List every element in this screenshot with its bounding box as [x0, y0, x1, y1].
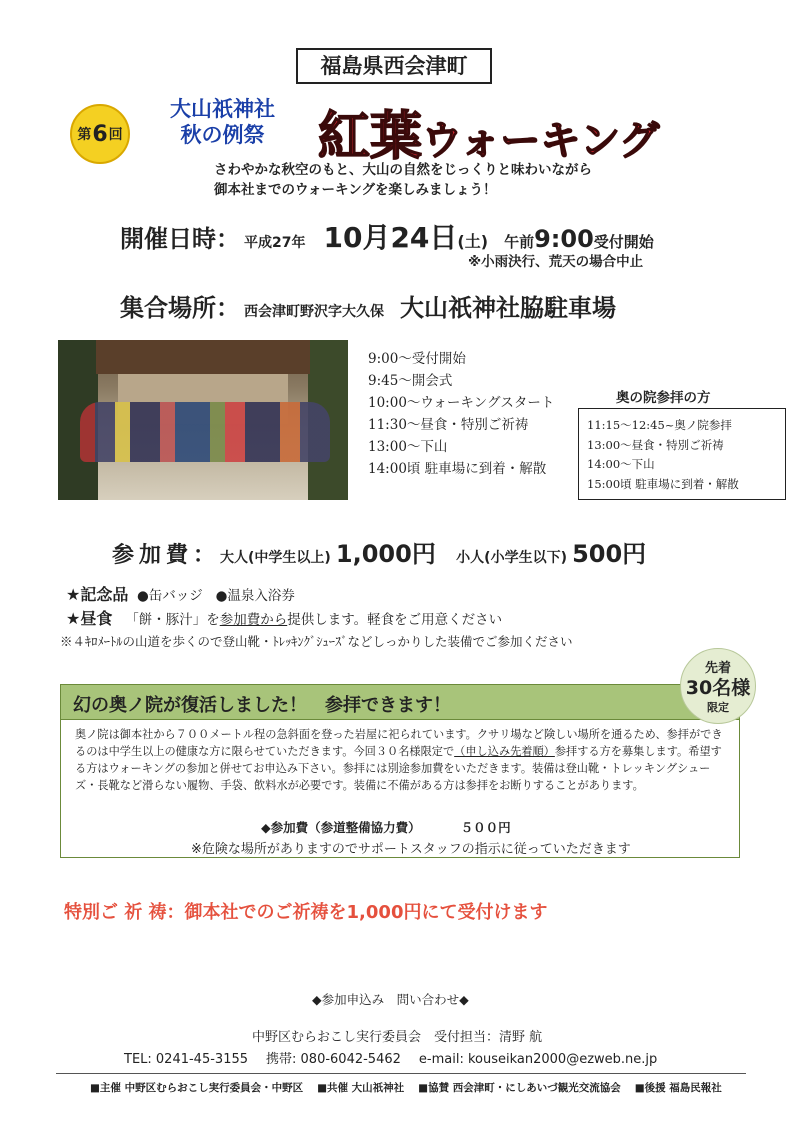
reception-label: 受付開始 — [593, 233, 654, 251]
schedule-item: 14:00頃 駐車場に到着・解散 — [368, 461, 547, 477]
round-suffix: 回 — [108, 127, 123, 143]
footer-backing: ■後援 福島民報社 — [634, 1082, 722, 1094]
start-time: 9:00 — [534, 225, 594, 253]
okunoin-fee-value: ５００円 — [460, 820, 511, 835]
group-photo — [58, 340, 348, 500]
notice-body-part-1: 奥ノ院は御本社から７００メートル程の急斜面を登った岩屋に祀られています。クサリ場など険しい場所を通るため、参拝ができるのは中学生以上の健康な方に限らせていただきます。今回３０名様限定で — [75, 728, 723, 758]
footer-support: ■協賛 西会津町・にしあいづ観光交流協会 — [418, 1082, 621, 1094]
place-label: 集合場所： — [120, 294, 240, 322]
footer-organizer: ■主催 中野区むらおこし実行委員会・中野区 — [90, 1082, 304, 1094]
okunoin-notice-body — [75, 726, 731, 794]
contact-details — [124, 1048, 675, 1067]
lunch-text-before: 「餅・豚汁」を — [125, 612, 220, 628]
contact-heading: ◆参加申込み 問い合わせ◆ — [312, 992, 469, 1007]
lunch-text-underlined: 参加費から — [219, 612, 288, 628]
date-label: 開催日時： — [120, 225, 240, 253]
schedule-item: 13:00～下山 — [368, 439, 448, 455]
am-label: 午前 — [504, 233, 535, 251]
round-number: 6 — [92, 121, 108, 147]
round-prefix: 第 — [77, 127, 92, 143]
footer-cosponsor: ■共催 大山祇神社 — [317, 1082, 405, 1094]
limit-badge-line-3: 限定 — [707, 701, 729, 714]
place-address: 西会津町野沢字大久保 — [244, 304, 384, 320]
adult-amount: 1,000円 — [335, 540, 436, 568]
main-title-kana: ウォーキング — [422, 118, 660, 164]
lunch-label: ★昼食 — [66, 609, 113, 628]
photo-shrine-roof — [96, 340, 310, 374]
gift-item: ●缶バッジ — [136, 588, 203, 604]
lunch-row — [66, 606, 502, 629]
schedule-item: 10:00～ウォーキングスタート — [368, 395, 555, 411]
organization-line: 中野区むらおこし実行委員会 受付担当：清野 航 — [252, 1030, 543, 1045]
main-title-kanji: 紅葉 — [318, 107, 423, 167]
email-address: e-mail: kouseikan2000@ezweb.ne.jp — [418, 1052, 658, 1067]
schedule-item: 9:00～受付開始 — [368, 351, 466, 367]
main-title — [318, 94, 659, 169]
okunoin-item: 11:15～12:45~奥ノ院参拝 — [587, 418, 732, 432]
limit-badge-line-1: 先着 — [704, 661, 731, 676]
event-weekday: (土) — [457, 232, 489, 251]
place-name: 大山祇神社脇駐車場 — [400, 294, 616, 322]
notice-body-part-2: 参拝する方を募集します。希望する方はウォーキングの参加と併せてお申込み下さい。参拝には別途参加費をいただきます。装備は登山靴・トレッキングシューズ・長靴など滑らない履物、手袋、飲料水が必要です。装備に不備がある方は参拝をお断りすることがあります。 — [75, 745, 722, 792]
round-badge — [70, 104, 130, 164]
okunoin-heading: 奥の院参拝の方 — [616, 390, 711, 406]
mobile-number: 携帯: 080-6042-5462 — [266, 1052, 401, 1067]
okunoin-item: 15:00頃 駐車場に到着・解散 — [587, 476, 739, 491]
limit-badge-line-2: 30名様 — [685, 677, 751, 699]
schedule-item: 9:45～開会式 — [368, 373, 453, 389]
shrine-name: 大山祇神社 — [170, 97, 275, 121]
shrine-festival-title — [170, 96, 275, 148]
special-prayer-line: 特別ご 祈 祷：御本社でのご祈祷を1,000円にて受付けます — [64, 902, 548, 923]
town-name-box: 福島県西会津町 — [296, 48, 492, 84]
schedule-list — [368, 348, 554, 480]
child-label: 小人(小学生以下) — [456, 550, 567, 566]
okunoin-item: 13:00～昼食・特別ご祈祷 — [587, 437, 724, 452]
okunoin-notice-box — [60, 720, 740, 858]
era-year: 平成27年 — [244, 235, 306, 251]
notice-body-underlined: （申し込み先着順） — [454, 745, 555, 758]
photo-participants — [80, 402, 330, 462]
schedule-item: 11:30～昼食・特別ご祈祷 — [368, 417, 529, 433]
okunoin-schedule-box — [578, 408, 786, 500]
rain-note: ※小雨決行、荒天の場合中止 — [468, 254, 644, 270]
festival-name: 秋の例祭 — [180, 123, 265, 147]
equipment-note: ※４ｷﾛﾒｰﾄﾙの山道を歩くので登山靴・ﾄﾚｯｷﾝｸﾞｼｭｰｽﾞなどしっかりした装備でご参加ください — [60, 634, 573, 649]
footer-credits — [90, 1080, 736, 1095]
okunoin-warning: ※危険な場所がありますのでサポートスタッフの指示に従っていただきます — [191, 842, 631, 857]
adult-label: 大人(中学生以上) — [220, 550, 331, 566]
lunch-text-after: 提供します。軽食をご用意ください — [287, 612, 503, 628]
okunoin-fee-row — [261, 818, 511, 836]
intro-line-1: さわやかな秋空のもと、大山の自然をじっくりと味わいながら — [214, 162, 592, 178]
tel-number: TEL: 0241-45-3155 — [124, 1052, 249, 1067]
meeting-place-row — [120, 288, 616, 323]
gifts-row — [66, 582, 295, 605]
okunoin-item: 14:00～下山 — [587, 457, 655, 471]
okunoin-banner — [60, 684, 740, 720]
intro-line-2: 御本社までのウォーキングを楽しみましょう！ — [214, 182, 497, 198]
okunoin-fee-label: ◆参加費（参道整備協力費） — [261, 820, 421, 835]
gift-item: ●温泉入浴券 — [215, 588, 295, 604]
child-amount: 500円 — [572, 540, 647, 568]
intro-text — [214, 160, 592, 200]
fee-label: 参加費： — [112, 543, 221, 568]
footer-divider — [56, 1073, 746, 1074]
gifts-label: ★記念品 — [66, 585, 129, 604]
limited-seats-badge — [680, 648, 756, 724]
fee-row — [112, 534, 646, 569]
okunoin-banner-text: 幻の奥ノ院が復活しました！ 参拝できます！ — [73, 695, 451, 716]
event-date: 10月24日 — [323, 221, 458, 254]
